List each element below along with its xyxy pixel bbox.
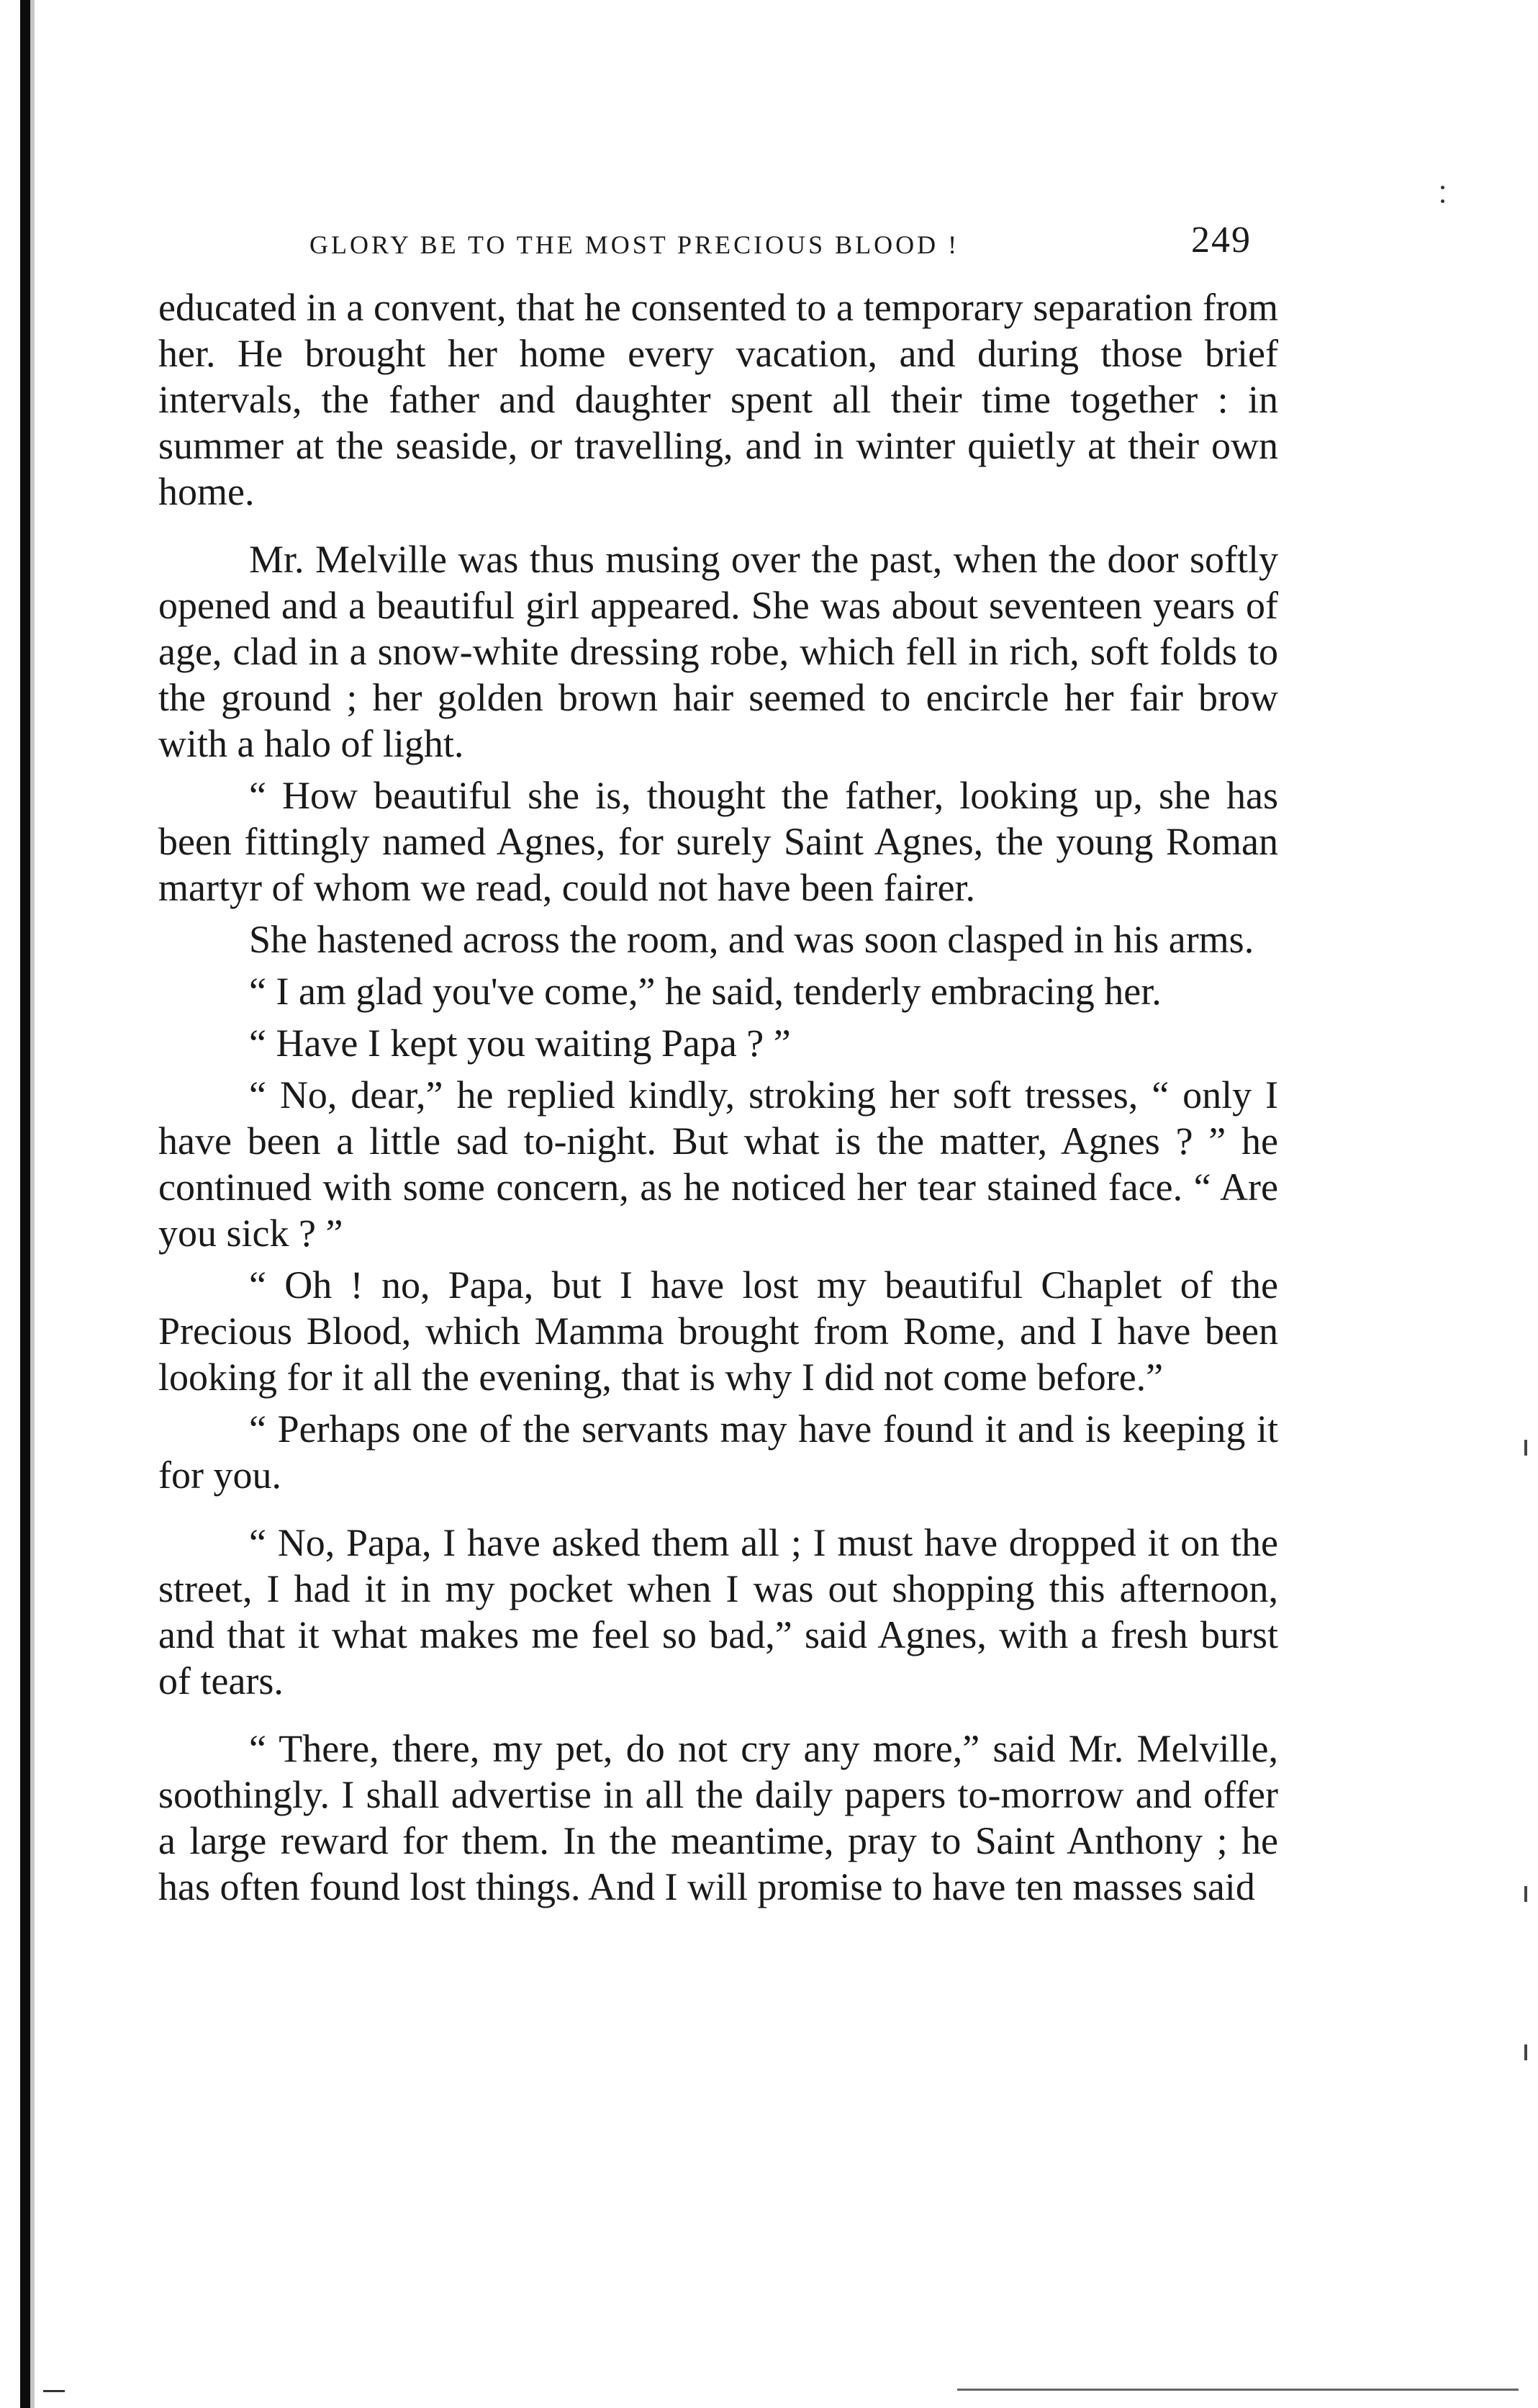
paragraph: “ Oh ! no, Papa, but I have lost my beautiful Chaplet of the Precious Blood, which Mamma brought from Rome, and I have been looking for it all the evening, that is why I did not come before.” [158,1263,1278,1399]
bottom-edge-mark [43,2390,65,2392]
paragraph: “ Perhaps one of the servants may have found it and is keeping it for you. [158,1407,1278,1497]
paragraph: “ No, Papa, I have asked them all ; I must have dropped it on the street, I had it in my pocket when I was out shopping this afternoon, and that it what makes me feel so bad,” said Agnes, with a fresh burst of tears. [158,1521,1278,1703]
paragraph: She hastened across the room, and was soon clasped in his arms. [249,918,1254,961]
body-text [158,284,1278,1916]
paragraph: “ There, there, my pet, do not cry any more,” said Mr. Melville, soothingly. I shall advertise in all the daily papers to-morrow and offer a large reward for them. In the meantime, pray to Saint Anthony ; he has often found lost things. And I will promise to have ten masses said [158,1727,1278,1908]
margin-tick-mark [1524,1440,1527,1456]
paragraph: “ How beautiful she is, thought the father, looking up, she has been fittingly named Agnes, for surely Saint Agnes, the young Roman martyr of whom we read, could not have been fairer. [158,774,1278,909]
margin-colon-mark [1441,186,1445,215]
paragraph: Mr. Melville was thus musing over the past, when the door softly opened and a beautiful girl appeared. She was about seventeen years of age, clad in a snow-white dressing robe, which fell in rich, soft folds to the ground ; her golden brown hair seemed to encircle her fair brow with a halo of light. [158,538,1278,765]
page-number: 249 [1191,220,1252,261]
bottom-edge-rule [957,2389,1519,2391]
paragraph: “ I am glad you've come,” he said, tenderly embracing her. [249,970,1162,1013]
margin-tick-mark [1524,2044,1527,2060]
paragraph: “ No, dear,” he replied kindly, stroking her soft tresses, “ only I have been a little sad to-night. But what is the matter, Agnes ? ” he continued with some concern, as he noticed her tear stained face. “ Are you sick ? ” [158,1073,1278,1255]
running-header: GLORY BE TO THE MOST PRECIOUS BLOOD ! [309,230,960,259]
margin-tick-mark [1524,1886,1527,1902]
paragraph: “ Have I kept you waiting Papa ? ” [249,1022,791,1065]
paragraph: educated in a convent, that he consented to a temporary separation from her. He brought her home every vacation, and during those brief intervals, the father and daughter spent all their time together : in summer at the seaside, or travelling, and in winter quietly at their own home. [158,286,1278,513]
page-binding-shadow [30,0,35,2408]
page-binding-edge [20,0,30,2408]
